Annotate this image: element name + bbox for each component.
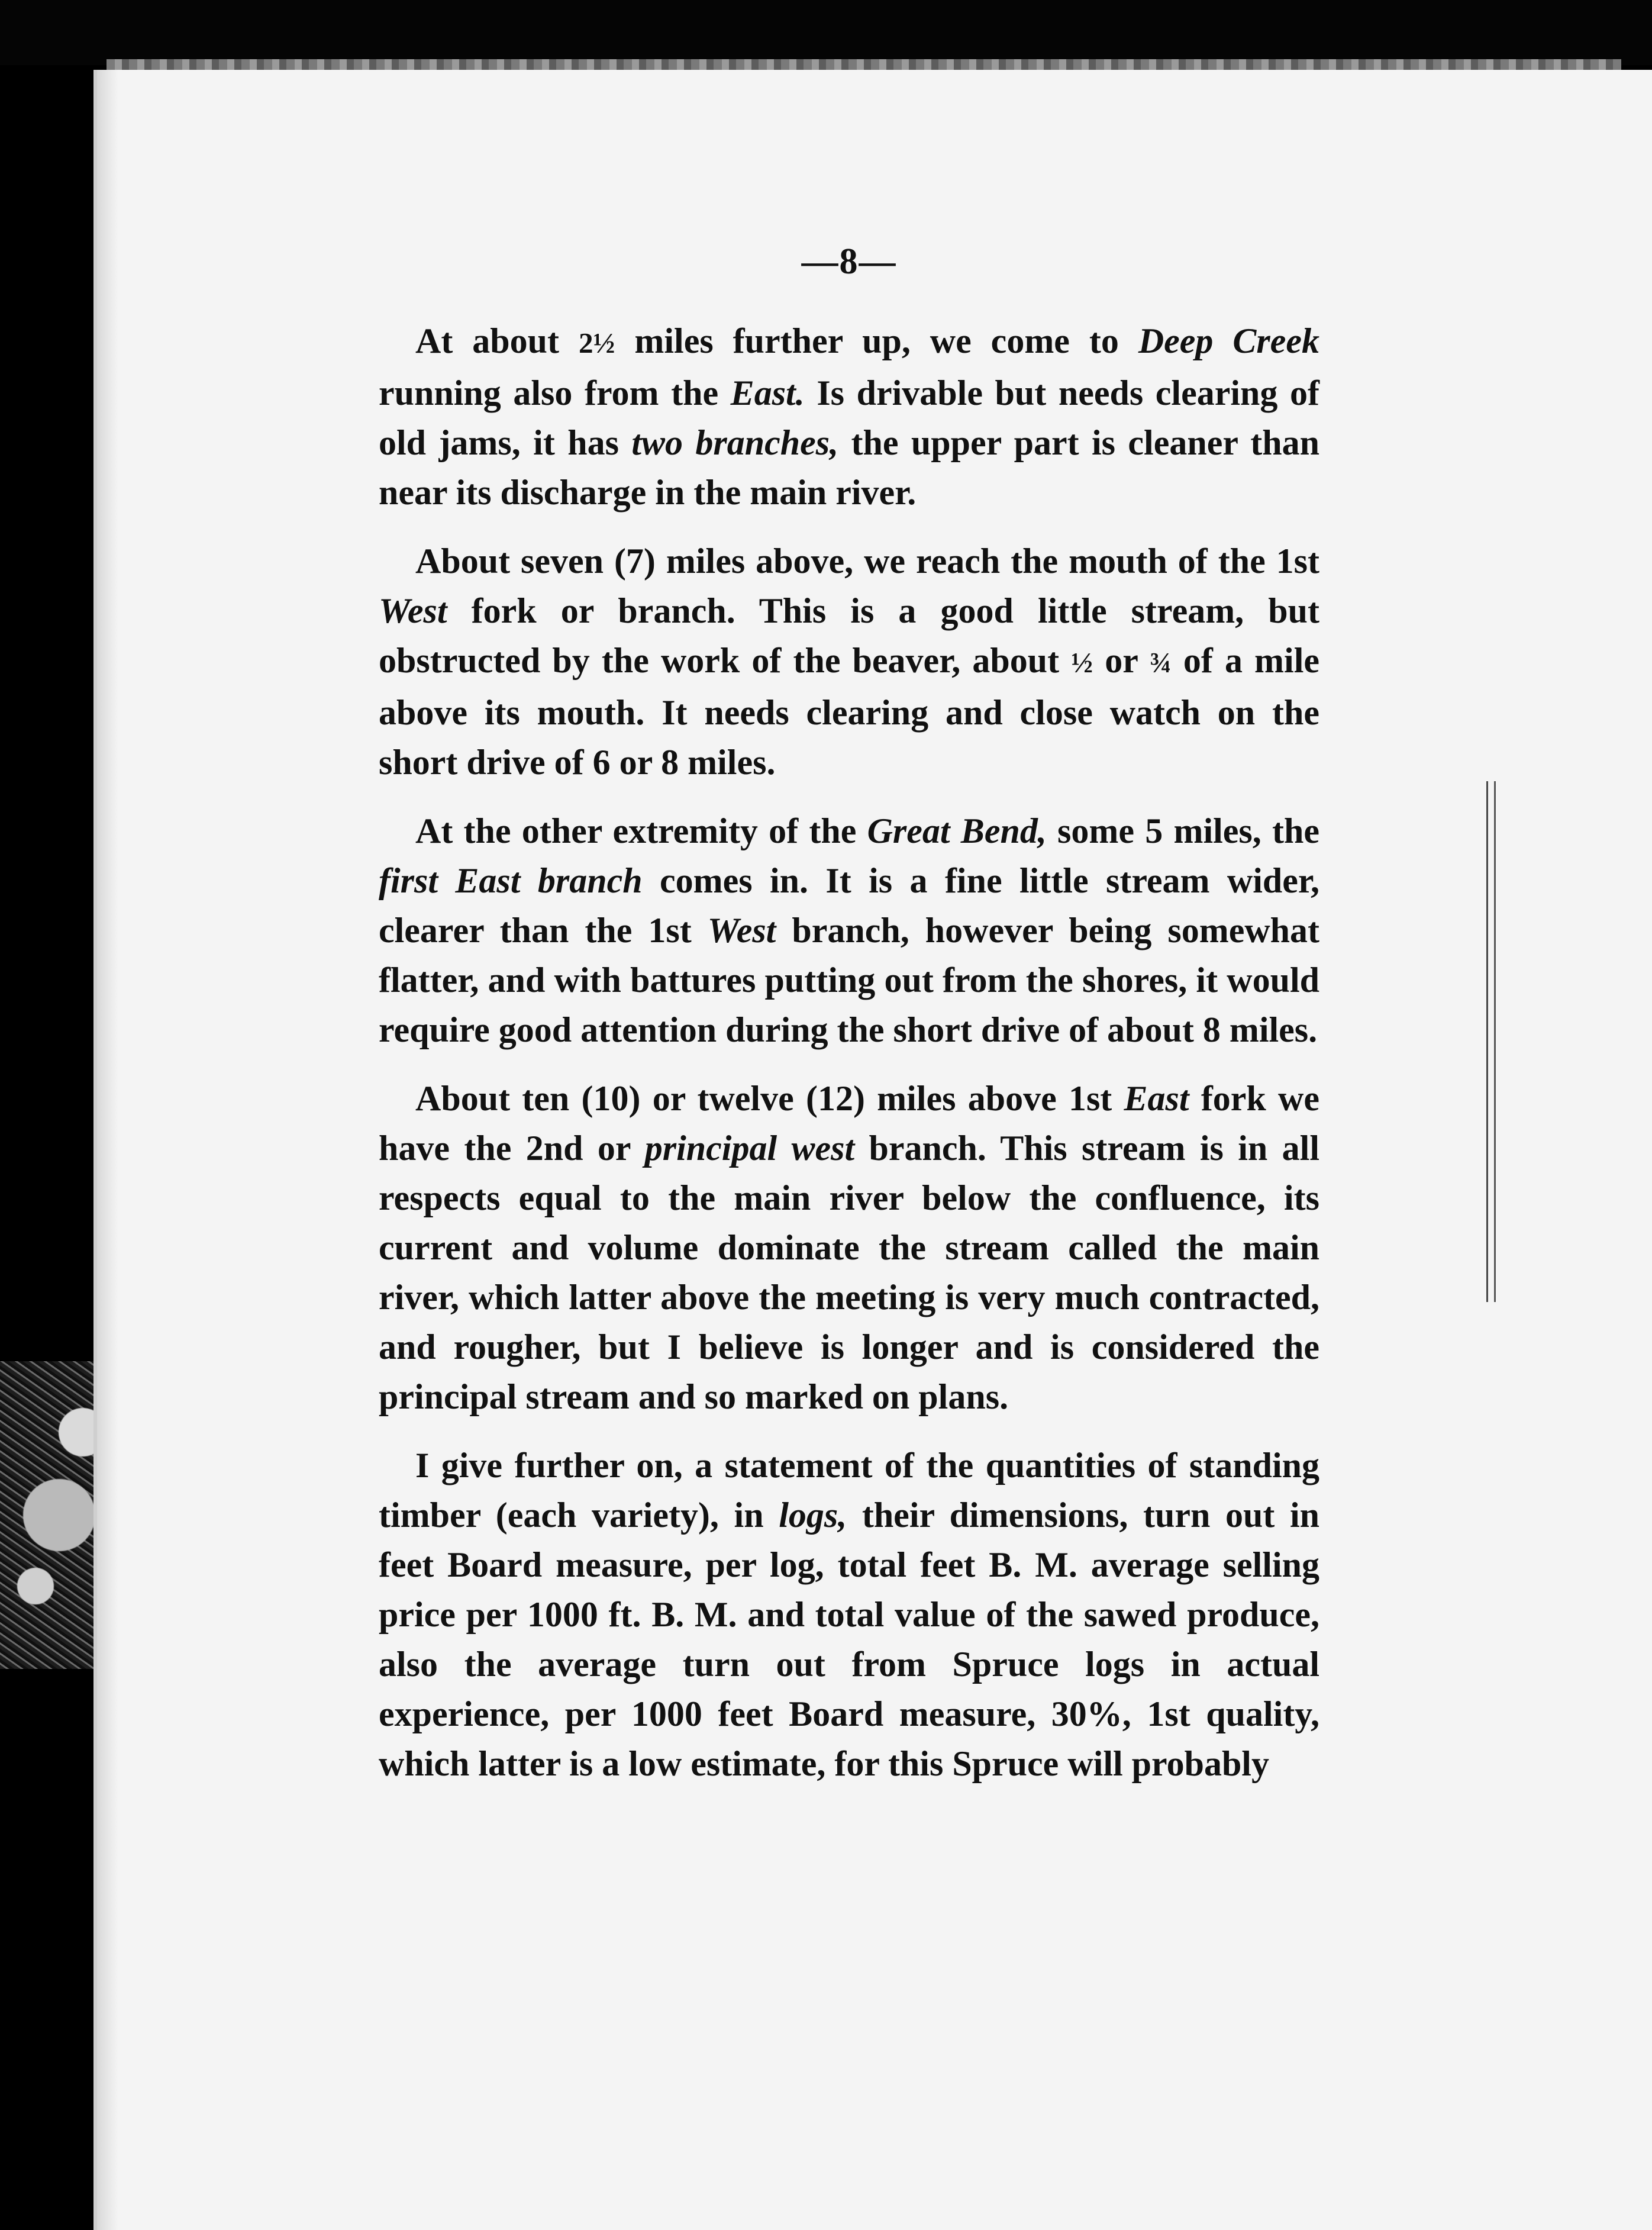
- text-run: ½: [1071, 646, 1093, 679]
- text-run: fork or branch. This is a good little stream, but obstructed by the work of the beaver, about: [379, 591, 1319, 680]
- page-number: —8—: [801, 241, 897, 282]
- text-run: their dimensions, turn out in feet Board measure, per log, total feet B. M. average selling price per 1000 ft. B. M. and total value of the sawed produce, also the average turn out from Spruce logs in actual experience, per 1000 feet Board measure, 30%, 1st quality, which latter is a low estimate, for this Spruce will probably: [379, 1496, 1319, 1783]
- scan-background-top: [0, 0, 1652, 65]
- italic-text: logs,: [779, 1496, 847, 1535]
- italic-text: East: [1124, 1079, 1189, 1118]
- italic-text: East.: [730, 373, 805, 413]
- text-run: 2½: [578, 327, 615, 359]
- body-text: [379, 316, 1319, 1788]
- text-run: miles further up, we come to: [615, 321, 1138, 360]
- text-run: or: [1093, 641, 1150, 680]
- text-run: I give further on, a statement of the quantities of standing timber (each variety), in: [379, 1446, 1319, 1535]
- text-run: ¾: [1149, 646, 1172, 679]
- text-run: running also from the: [379, 373, 731, 413]
- text-run: branch, however being somewhat flatter, and with battures putting out from the shores, it would require good attention during the short drive of about 8 miles.: [379, 911, 1320, 1049]
- paragraph-5: [379, 1441, 1319, 1788]
- italic-text: first East branch: [379, 861, 643, 900]
- text-run: About ten (10) or twelve (12) miles above 1st: [415, 1079, 1124, 1118]
- page-content: [379, 237, 1319, 1807]
- text-run: branch. This stream is in all respects equal to the main river below the confluence, its current and volume dominate the stream called the main river, which latter above the meeting is very much contracted, and rougher, but I believe is longer and is considered the principal stream and so marked on plans.: [379, 1129, 1319, 1416]
- paragraph-4: [379, 1074, 1319, 1422]
- paragraph-1: [379, 316, 1319, 517]
- text-run: fork we have the 2nd or: [379, 1079, 1319, 1168]
- italic-text: two branches,: [631, 423, 839, 462]
- text-run: At about: [415, 321, 579, 360]
- italic-text: principal west: [644, 1129, 855, 1168]
- binding-rod: [1486, 781, 1496, 1302]
- text-run: comes in. It is a fine little stream wider, clearer than the 1st: [379, 861, 1320, 950]
- text-run: About seven (7) miles above, we reach the mouth of the 1st: [415, 542, 1319, 581]
- text-run: the upper part is cleaner than near its discharge in the main river.: [379, 423, 1319, 512]
- paragraph-3: [379, 806, 1319, 1055]
- text-run: some 5 miles, the: [1046, 811, 1319, 850]
- paragraph-2: [379, 536, 1319, 787]
- italic-text: West: [707, 911, 776, 950]
- text-run: of a mile above its mouth. It needs clearing and close watch on the short drive of 6 or 8 miles.: [379, 641, 1319, 782]
- italic-text: Great Bend,: [867, 811, 1047, 850]
- italic-text: Deep Creek: [1138, 321, 1320, 360]
- italic-text: West: [379, 591, 447, 630]
- text-run: At the other extremity of the: [415, 811, 867, 850]
- text-run: Is drivable but needs clearing of old jams, it has: [379, 373, 1319, 462]
- page-gutter-shadow: [97, 70, 118, 2230]
